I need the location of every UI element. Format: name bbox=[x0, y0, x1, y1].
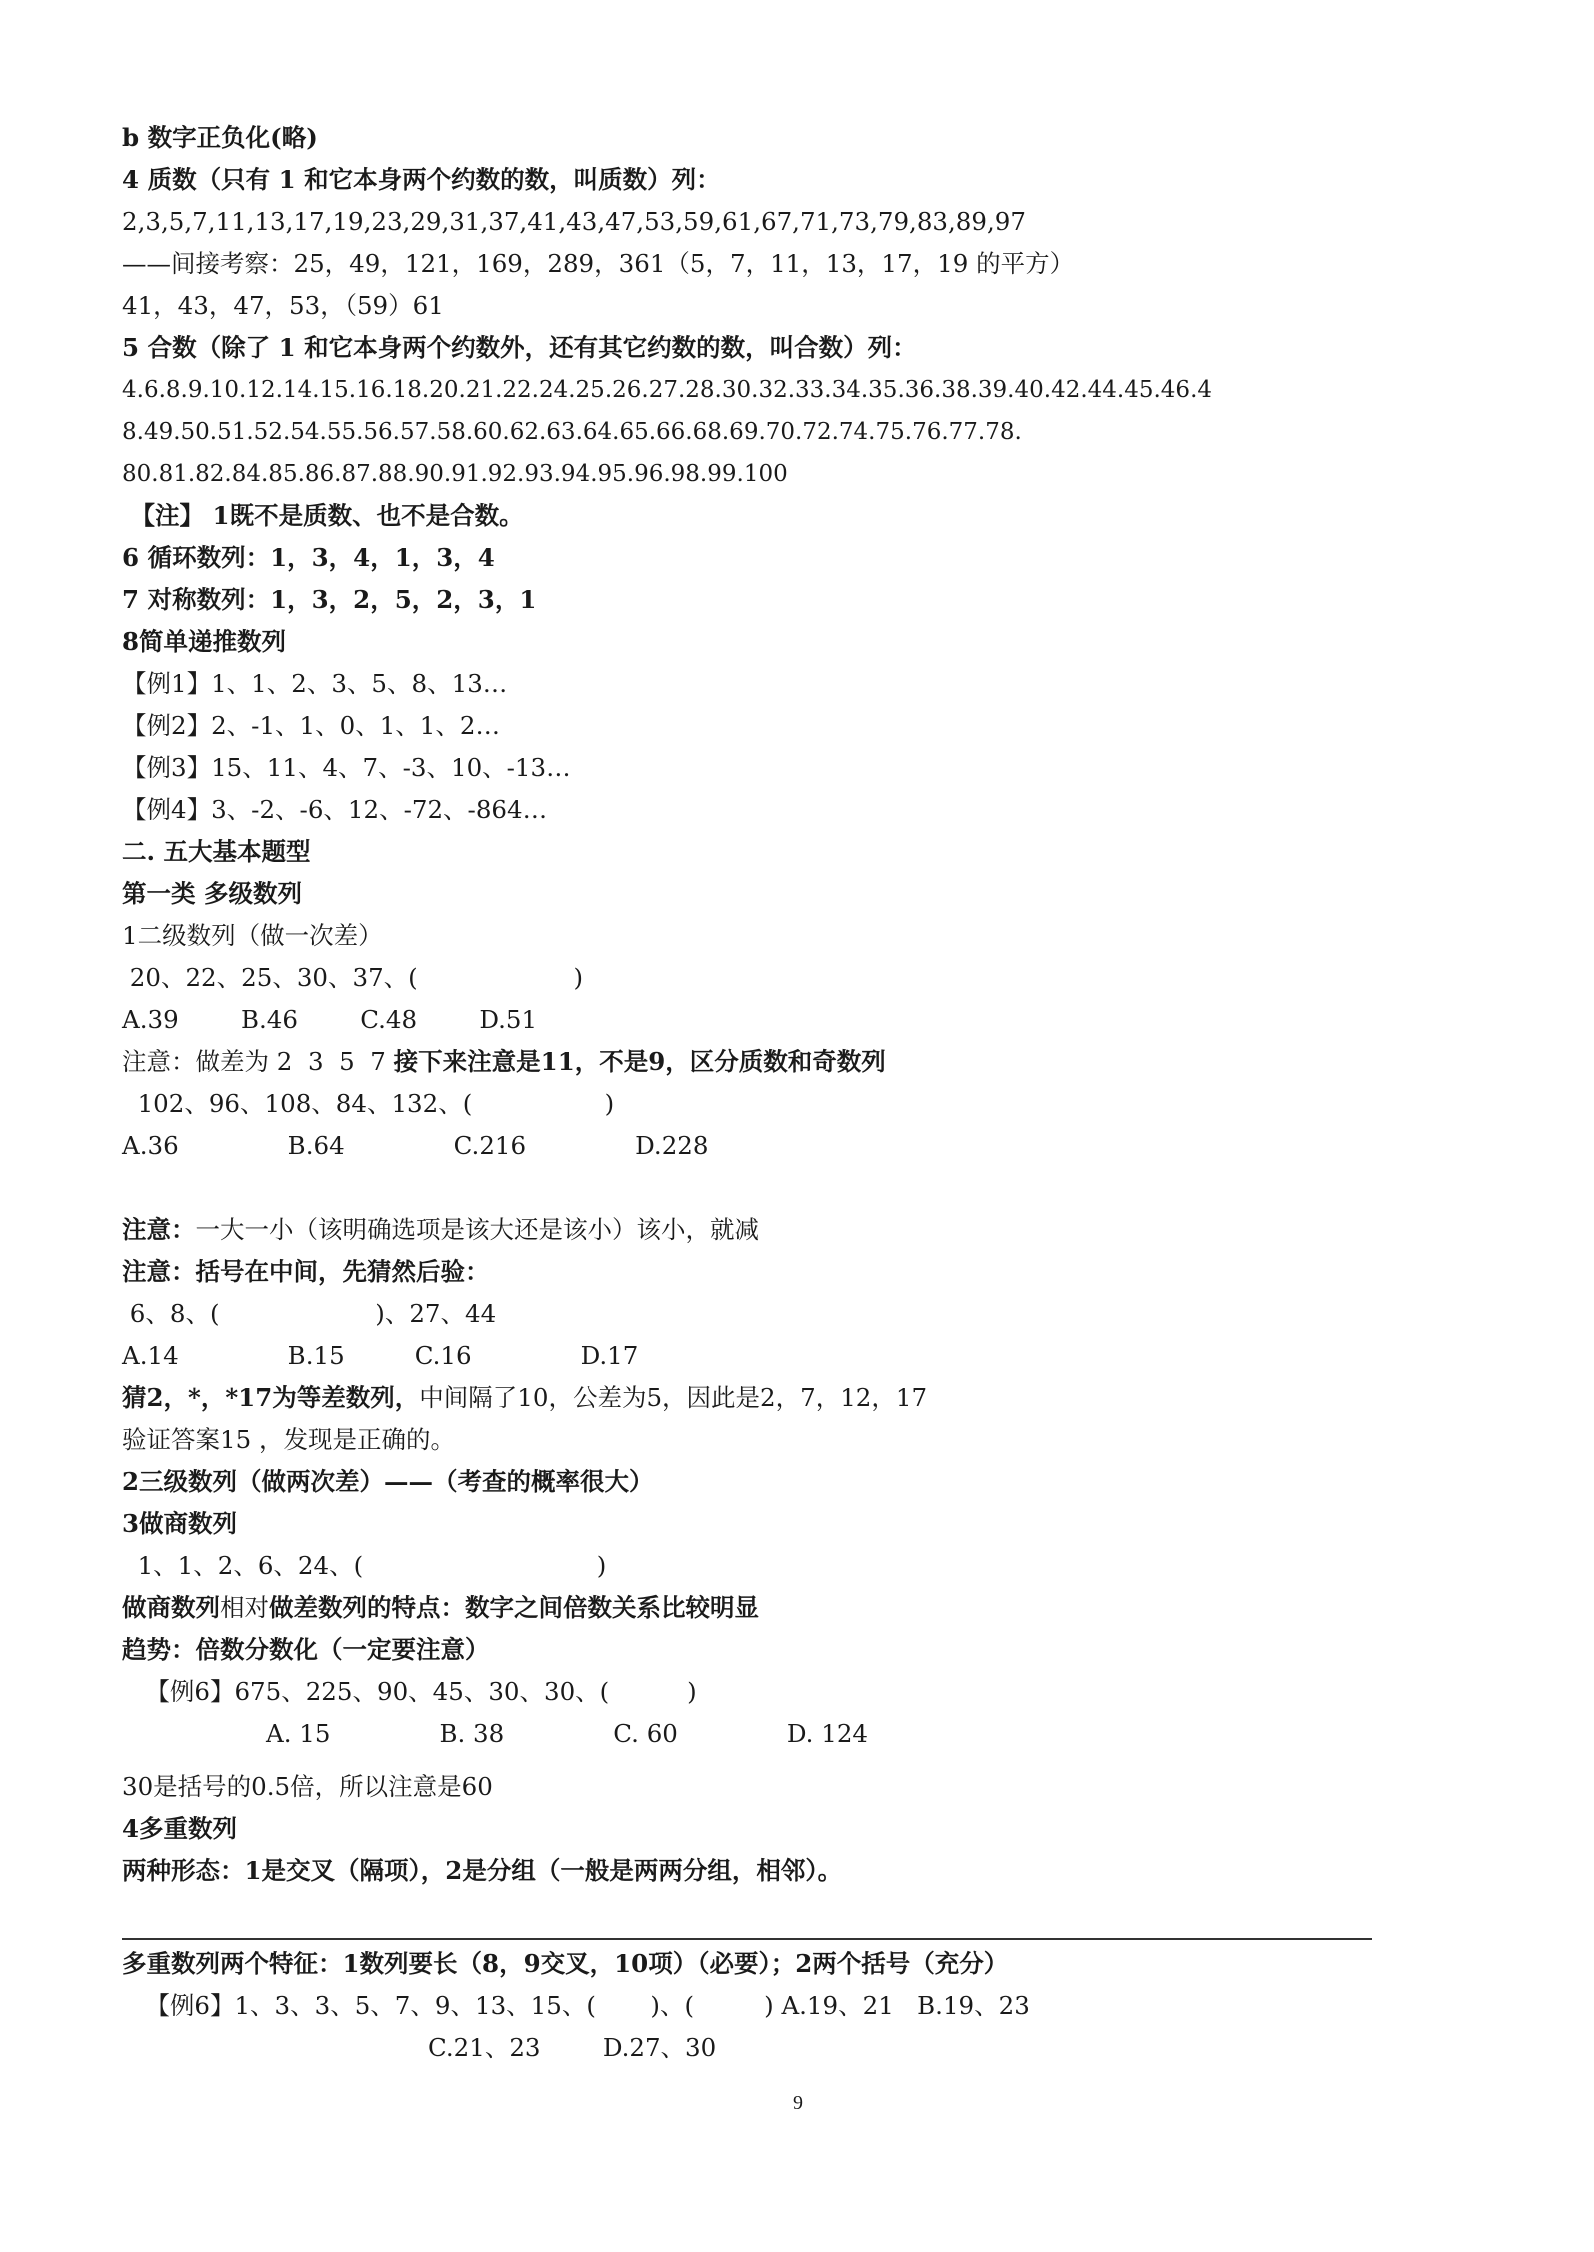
text-line: 7 对称数列：1，3，2，5，2，3，1 bbox=[122, 585, 537, 614]
note-line bbox=[122, 1591, 759, 1625]
note-text: 相对 bbox=[220, 1593, 269, 1622]
section-heading: 3做商数列 bbox=[122, 1509, 238, 1538]
example-line: 【例2】2、-1、1、0、1、1、2… bbox=[122, 711, 500, 740]
section-heading: 1二级数列（做一次差） bbox=[122, 921, 383, 950]
question-line: 20、22、25、30、37、( ) bbox=[122, 963, 584, 992]
note-text: 中间隔了10，公差为5，因此是2，7，12，17 bbox=[419, 1383, 928, 1412]
section-heading: 2三级数列（做两次差）——（考查的概率很大） bbox=[122, 1467, 654, 1496]
question-line: 1、1、2、6、24、( ) bbox=[122, 1551, 607, 1580]
example-line: 【例6】675、225、90、45、30、30、( ) bbox=[122, 1677, 697, 1706]
horizontal-rule bbox=[122, 1938, 1372, 1940]
section-heading: 4多重数列 bbox=[122, 1814, 238, 1843]
text-line: 80.81.82.84.85.86.87.88.90.91.92.93.94.95.96.98.99.100 bbox=[122, 461, 788, 487]
section-heading: 第一类 多级数列 bbox=[122, 879, 303, 908]
note-line: 趋势：倍数分数化（一定要注意） bbox=[122, 1635, 490, 1664]
text-line: b 数字正负化(略) bbox=[122, 123, 318, 152]
text-line: 6 循环数列：1，3，4，1，3，4 bbox=[122, 543, 495, 572]
text-line: 8.49.50.51.52.54.55.56.57.58.60.62.63.64.65.66.68.69.70.72.74.75.76.77.78. bbox=[122, 419, 1022, 445]
note-line: 多重数列两个特征：1数列要长（8，9交叉，10项）（必要）；2两个括号（充分） bbox=[122, 1949, 1009, 1978]
options-line: A.14 B.15 C.16 D.17 bbox=[122, 1341, 639, 1370]
note-line: 验证答案15 ，发现是正确的。 bbox=[122, 1425, 455, 1454]
options-line: A.36 B.64 C.216 D.228 bbox=[122, 1131, 709, 1160]
note-text: 注意：做差为 2 3 5 7 bbox=[122, 1047, 394, 1076]
note-line: 注意：括号在中间，先猜然后验： bbox=[122, 1257, 490, 1286]
question-line: 102、96、108、84、132、( ) bbox=[122, 1089, 615, 1118]
note-line: 【注】 1既不是质数、也不是合数。 bbox=[122, 501, 524, 530]
note-text-bold: 接下来注意是11，不是9，区分质数和奇数列 bbox=[393, 1047, 886, 1076]
section-heading: 8简单递推数列 bbox=[122, 627, 287, 656]
section-heading: 二. 五大基本题型 bbox=[122, 837, 311, 866]
note-text-bold: 的特点：数字之间倍数关系比较明显 bbox=[367, 1593, 759, 1622]
note-line bbox=[122, 1045, 886, 1079]
text-line: ——间接考察：25，49，121，169，289，361（5，7，11，13，17，19 的平方） bbox=[122, 249, 1075, 278]
example-line: 【例4】3、-2、-6、12、-72、-864… bbox=[122, 795, 548, 824]
options-line: C.21、23 D.27、30 bbox=[428, 2033, 717, 2062]
note-text: 一大一小（该明确选项是该大还是该小）该小，就减 bbox=[195, 1215, 759, 1244]
term: 做商数列 bbox=[122, 1593, 220, 1622]
example-line: 【例1】1、1、2、3、5、8、13… bbox=[122, 669, 508, 698]
note-line bbox=[122, 1213, 759, 1247]
question-line: 6、8、( )、27、44 bbox=[122, 1299, 497, 1328]
example-line: 【例3】15、11、4、7、-3、10、-13… bbox=[122, 753, 571, 782]
note-line bbox=[122, 1381, 927, 1415]
options-line: A. 15 B. 38 C. 60 D. 124 bbox=[266, 1719, 869, 1748]
note-line: 30是括号的0.5倍，所以注意是60 bbox=[122, 1772, 493, 1801]
note-text-bold: 猜2，*，*17为等差数列， bbox=[122, 1383, 420, 1412]
note-line: 两种形态：1是交叉（隔项），2是分组（一般是两两分组，相邻）。 bbox=[122, 1856, 843, 1885]
text-line: 41，43，47，53，（59）61 bbox=[122, 291, 444, 320]
note-label: 注意： bbox=[122, 1215, 196, 1244]
example-line: 【例6】1、3、3、5、7、9、13、15、( )、( ) A.19、21 B.19、23 bbox=[122, 1991, 1030, 2020]
options-line: A.39 B.46 C.48 D.51 bbox=[122, 1005, 538, 1034]
term: 做差数列 bbox=[269, 1593, 367, 1622]
text-line: 2,3,5,7,11,13,17,19,23,29,31,37,41,43,47,53,59,61,67,71,73,79,83,89,97 bbox=[122, 207, 1026, 236]
text-line: 4.6.8.9.10.12.14.15.16.18.20.21.22.24.25.26.27.28.30.32.33.34.35.36.38.39.40.42.44.45.46.4 bbox=[122, 377, 1213, 403]
text-line: 5 合数（除了 1 和它本身两个约数外，还有其它约数的数，叫合数）列： bbox=[122, 333, 917, 362]
page-number: 9 bbox=[793, 2092, 803, 2114]
text-line: 4 质数（只有 1 和它本身两个约数的数，叫质数）列： bbox=[122, 165, 721, 194]
